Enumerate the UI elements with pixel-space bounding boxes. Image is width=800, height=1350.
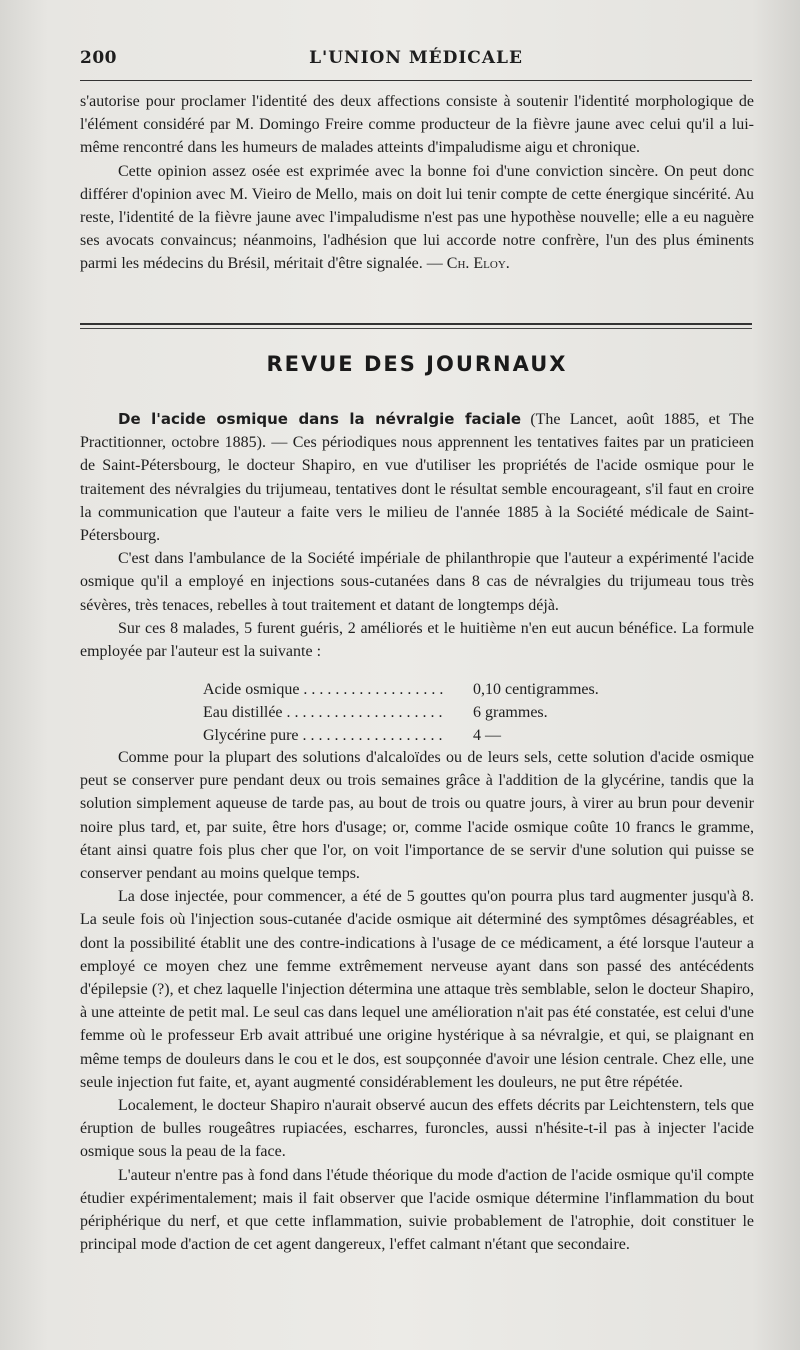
- signature: Ch. Eloy.: [446, 255, 510, 273]
- article-text-bottom: [80, 746, 754, 1256]
- formula-row: [203, 701, 663, 724]
- header-rule: [80, 80, 752, 81]
- ingredient-name: Eau distillée . . .: [203, 701, 443, 724]
- article-title: De l'acide osmique dans la névralgie faciale: [118, 410, 522, 428]
- journal-title: L'UNION MÉDICALE: [309, 48, 523, 68]
- section-title: REVUE DES JOURNAUX: [266, 352, 568, 376]
- formula-row: [203, 678, 663, 701]
- intro-paragraph-1: s'autorise pour proclamer l'identité des deux affections consiste à soutenir l'identité morphologique de l'élément considéré par M. Domingo Freire comme producteur de la fièvre jaune avec celui qu'il a lui-même rencontré dans les humeurs de malades atteints d'impaludisme aigu et chronique.: [80, 93, 754, 157]
- section-rule-bottom: [80, 328, 752, 329]
- formula-row: [203, 724, 663, 747]
- intro-text: [80, 90, 754, 276]
- ingredient-quantity: 4 —: [473, 727, 501, 745]
- article-paragraph-2: C'est dans l'ambulance de la Société impériale de philanthropie que l'auteur a expérimenté l'acide osmique qu'il a employé en injections sous-cutanées dans 8 cas de névralgies du trijumeau tous très sévères, très tenaces, rebelles à tout traitement et datant de longtemps déjà.: [80, 550, 754, 614]
- ingredient-quantity: 6 grammes.: [473, 704, 548, 722]
- ingredient-name: Glycérine pure . . .: [203, 724, 443, 747]
- article-paragraph-4: Comme pour la plupart des solutions d'alcaloïdes ou de leurs sels, cette solution d'acide osmique peut se conserver pure pendant deux ou trois semaines grâce à l'addition de la glycérine, tandis que la solution simplement aqueuse de tarde pas, au bout de trois ou quatre jours, à virer au brun pour devenir noire plus tard, et, par suite, être hors d'usage; or, comme l'acide osmique coûte 10 francs le gramme, étant ainsi quatre fois plus cher que l'or, on voit l'importance de se servir d'une solution qui puisse se conserver pendant au moins quelque temps.: [80, 749, 754, 883]
- ingredient-name: Acide osmique . . .: [203, 678, 443, 701]
- ingredient-quantity: 0,10 centigrammes.: [473, 681, 599, 698]
- article-paragraph-7: L'auteur n'entre pas à fond dans l'étude théorique du mode d'action de l'acide osmique qu'il compte étudier expérimentalement; mais il fait observer que l'acide osmique détermine l'inflammation du bout périphérique du nerf, et que cette inflammation, suivie probablement de l'atrophie, doit constituer le principal mode d'action de cet agent dangereux, l'effet calmant n'étant que secondaire.: [80, 1166, 754, 1254]
- article-paragraph-5: La dose injectée, pour commencer, a été de 5 gouttes qu'on pourra plus tard augmenter jusqu'à 8. La seule fois où l'injection sous-cutanée d'acide osmique ait déterminé des symptômes désagréables, et dont la possibilité établit une des contre-indications à l'usage de ce médicament, a été lorsque l'auteur a employé ce moyen chez une femme extrêmement nerveuse ayant dans son passé des antécédents d'épilepsie (?), et chez laquelle l'injection détermina une attaque très semblable, selon le docteur Shapiro, à une atteinte de petit mal. Le seul cas dans lequel une amélioration n'ait pas été constatée, est celui d'une femme où le professeur Erb avait attribué une origine hystérique à sa névralgie, et qui, se plaignant en même temps de douleurs dans le cou et le dos, est soupçonnée d'avoir une lésion centrale. Chez elle, une seule injection fut faite, et, ayant augmenté considérablement les douleurs, ne put être répétée.: [80, 888, 754, 1091]
- section-rule-top: [80, 323, 752, 325]
- article-source: (The Lancet, août 1885, et The Practitionner, octobre 1885). — Ces périodiques nous apprennent les tentatives faites par un praticieen de Saint-Pétersbourg, le docteur Shapiro, en vue d'utiliser les propriétés de l'acide osmique pour le traitement des névralgies du trijumeau, tentatives dont le résultat semble encourageant, s'il faut en croire la communication que l'auteur a faite vers le milieu de l'année 1885 à la Société médicale de Saint-Pétersbourg.: [80, 411, 755, 545]
- article-text-top: [80, 408, 754, 663]
- article-paragraph-3: Sur ces 8 malades, 5 furent guéris, 2 améliorés et le huitième n'en eut aucun bénéfice. La formule employée par l'auteur est la suivante :: [80, 619, 754, 661]
- article-paragraph-6: Localement, le docteur Shapiro n'aurait observé aucun des effets décrits par Leichtenstern, tels que éruption de bulles rougeâtres rupiacées, escharres, furoncles, aussi n'hésite-t-il pas à injecter l'acide osmique sous la peau de la face.: [80, 1097, 754, 1161]
- formula-table: [203, 678, 663, 748]
- intro-paragraph-2: Cette opinion assez osée est exprimée avec la bonne foi d'une conviction sincère. On peut donc différer d'opinion avec M. Vieiro de Mello, mais on doit lui tenir compte de cette énergique sincérité. Au reste, l'identité de la fièvre jaune avec l'impaludisme n'est pas une hypothèse nouvelle; elle a eu naguère ses avocats convaincus; néanmoins, l'adhésion que lui accorde notre confrère, l'un des plus éminents parmi les médecins du Brésil, méritait d'être signalée. — Ch. Eloy.: [80, 162, 754, 273]
- page-number: 200: [80, 48, 117, 68]
- running-header: [80, 48, 752, 72]
- article-paragraph-1: [80, 408, 754, 547]
